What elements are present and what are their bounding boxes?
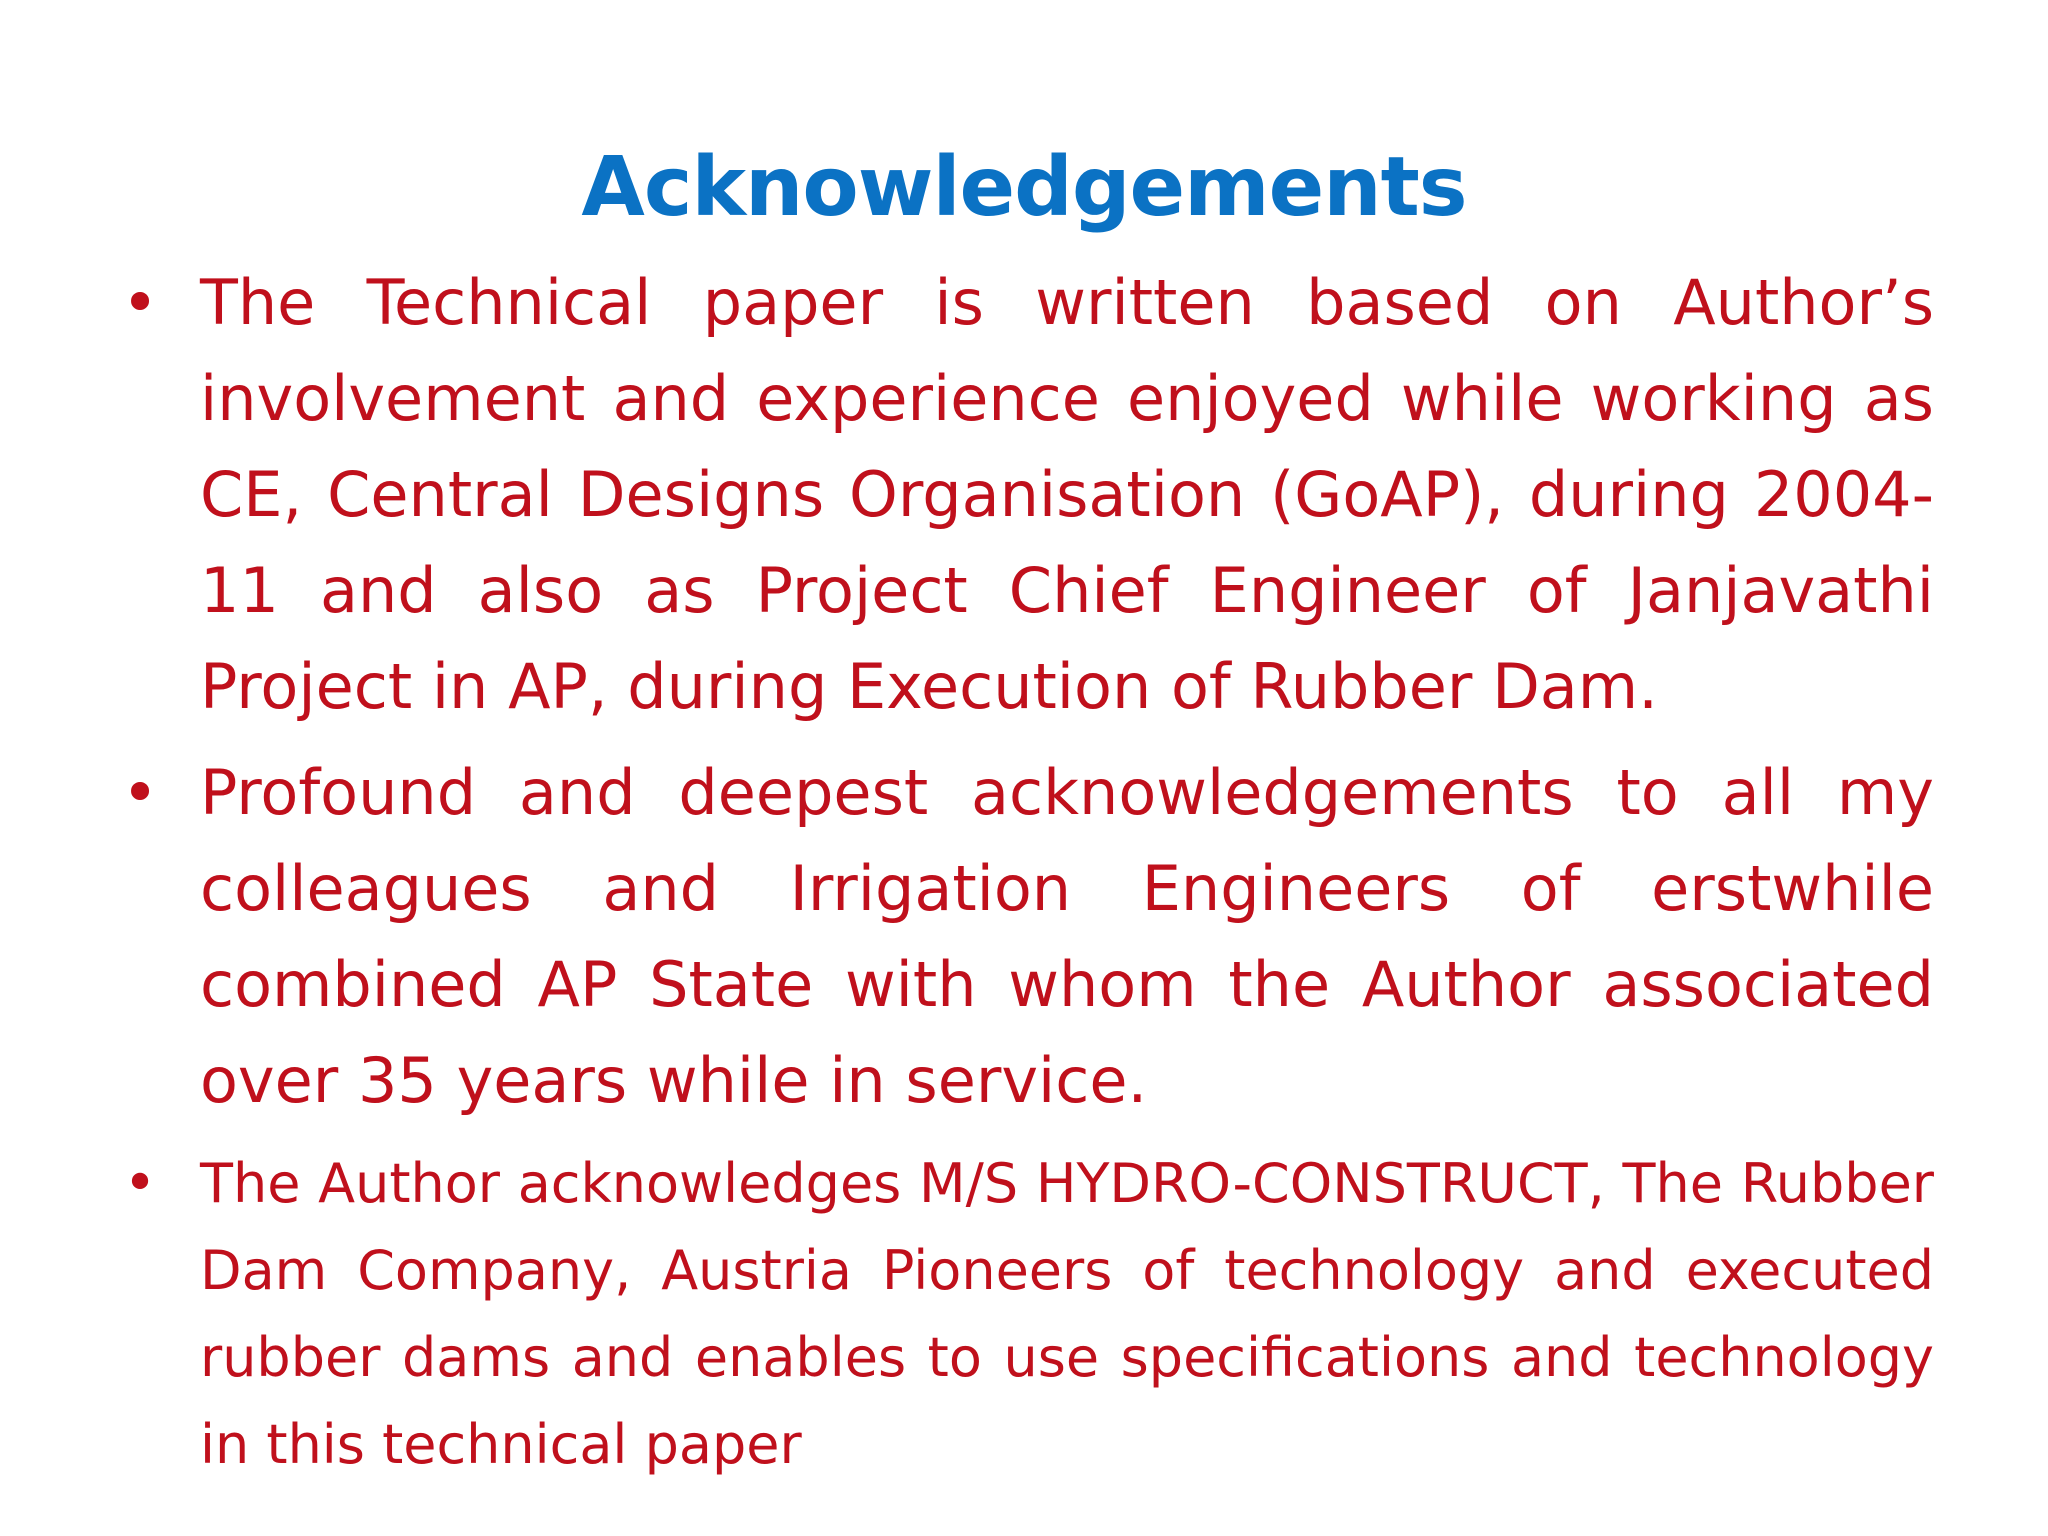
bullet-text: The Technical paper is written based on Author’s involvement and experience enjoyed while working as CE, Central Designs Organisation (GoAP), during 2004-11 and also as Project Chief Engineer of Janjavathi Project in AP, during Execution of Rubber Dam. bbox=[200, 266, 1934, 723]
bullet-marker: • bbox=[121, 756, 159, 829]
bullet-item bbox=[121, 255, 1934, 735]
bullet-text: The Author acknowledges M/S HYDRO-CONSTRUCT, The Rubber Dam Company, Austria Pioneers of technology and executed rubber dams and enables to use specifications and technology in this technical paper bbox=[200, 1152, 1934, 1476]
bullet-item bbox=[123, 1140, 1934, 1488]
bullet-text: Profound and deepest acknowledgements to all my colleagues and Irrigation Engineers of erstwhile combined AP State with whom the Author associated over 35 years while in service. bbox=[200, 756, 1934, 1117]
bullet-marker: • bbox=[121, 266, 159, 339]
bullet-item bbox=[121, 745, 1934, 1129]
slide-title: Acknowledgements bbox=[581, 140, 1467, 235]
bullet-marker: • bbox=[123, 1151, 157, 1216]
